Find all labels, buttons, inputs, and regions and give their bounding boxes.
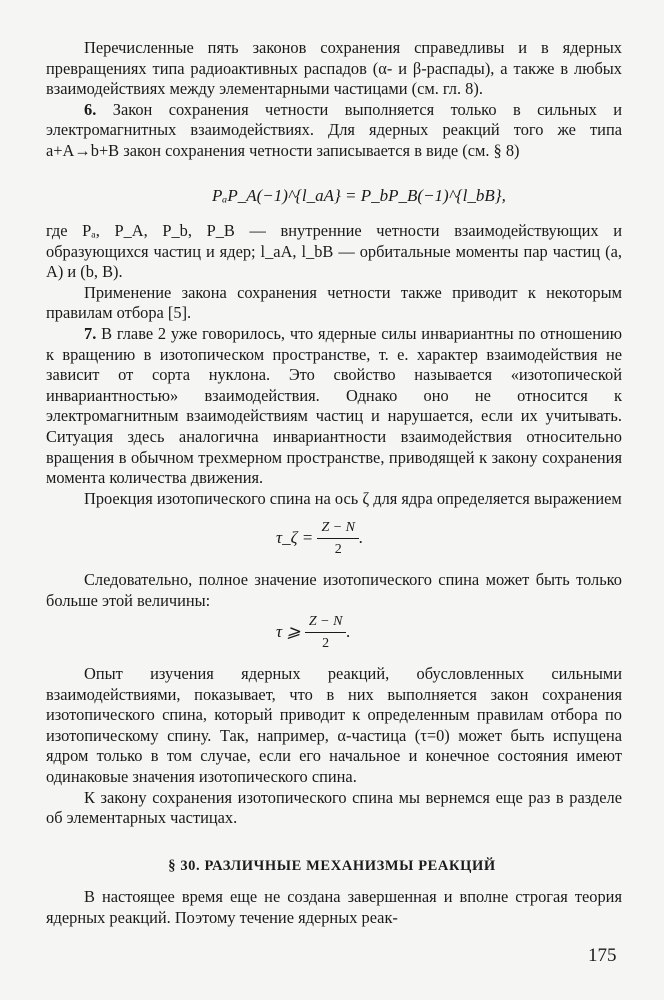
- equation-2-lhs: τ_ζ =: [276, 527, 314, 547]
- equation-3-denominator: 2: [322, 636, 330, 651]
- middle-text: [46, 221, 622, 509]
- paragraph-parity-definitions: где Pₐ, P_A, P_b, P_B — внутренние четности взаимодействующих и образующихся частиц и ядер; l_aA, l_bB — орбитальные моменты пар частиц (a, A) и (b, B).: [46, 221, 622, 282]
- item-number-7: 7.: [84, 323, 97, 343]
- paragraph-parity-text: Закон сохранения четности выполняется только в сильных и электромагнитных взаимодействиях. Для ядерных реакций того же типа a+A→b+B закон сохранения четности записывается в виде (см. § 8): [46, 99, 622, 160]
- equation-2-fraction: [317, 520, 359, 558]
- equation-2-end: .: [359, 527, 364, 547]
- equation-3-lhs: τ ⩾: [276, 621, 301, 641]
- paragraph-full-isospin: Следовательно, полное значение изотопического спина может быть только больше этой величины:: [46, 570, 622, 610]
- text-after-eq2: [46, 570, 622, 611]
- paragraph-selection-rules: Применение закона сохранения четности также приводит к некоторым правилам отбора [5].: [46, 282, 622, 323]
- lower-text: [46, 664, 622, 829]
- section-heading: § 30. РАЗЛИЧНЫЕ МЕХАНИЗМЫ РЕАКЦИЙ: [168, 858, 496, 874]
- equation-2-denominator: 2: [334, 542, 342, 557]
- equation-2-numerator: Z − N: [317, 520, 359, 539]
- equation-parity-text: PₐP_A(−1)^{l_aA} = P_bP_B(−1)^{l_bB},: [212, 186, 506, 205]
- paragraph-isospin-projection: Проекция изотопического спина на ось ζ для ядра определяется выражением: [84, 488, 622, 508]
- paragraph-experiment: Опыт изучения ядерных реакций, обусловленных сильными взаимодействиями, показывает, что в них выполняется закон сохранения изотопического спина, который приводит к определенным правилам отбора по изотопическому спину. Так, например, α-частица (τ=0) может быть испущена ядром только в том случае, если его начальное и конечное состояния имеют одинаковые значения изотопического спина.: [46, 664, 622, 786]
- equation-3-numerator: Z − N: [305, 614, 347, 633]
- section-text: [46, 887, 622, 928]
- paragraph-return: К закону сохранения изотопического спина мы вернемся еще раз в разделе об элементарных частицах.: [46, 787, 622, 828]
- paragraph-section-start: В настоящее время еще не создана завершенная и вполне строгая теория ядерных реакций. Поэтому течение ядерных реак-: [46, 887, 622, 927]
- equation-3-fraction: [305, 614, 347, 652]
- item-number-6: 6.: [84, 99, 97, 119]
- paragraph-conservation-laws: Перечисленные пять законов сохранения справедливы и в ядерных превращениях типа радиоактивных распадов (α- и β-распады), а также в любых взаимодействиях между элементарными частицами (см. гл. 8).: [46, 38, 622, 99]
- paragraph-isospin-text: В главе 2 уже говорилось, что ядерные силы инвариантны по отношению к вращению в изотопическом пространстве, т. е. характер взаимодействия не зависит от сорта нуклона. Это свойство называется «изотопической инвариантностью» взаимодействия. Однако оно не относится к электромагнитным взаимодействиям частиц и нарушается, если их учитывать. Ситуация здесь аналогична инвариантности взаимодействия относительно вращения в обычном трехмерном пространстве, приводящей к закону сохранения момента количества движения.: [46, 323, 622, 488]
- equation-3-end: .: [346, 621, 351, 641]
- paragraph-isospin: [46, 324, 622, 489]
- upper-text: [46, 38, 622, 162]
- page-number: 175: [588, 945, 617, 966]
- paragraph-parity: [46, 100, 622, 162]
